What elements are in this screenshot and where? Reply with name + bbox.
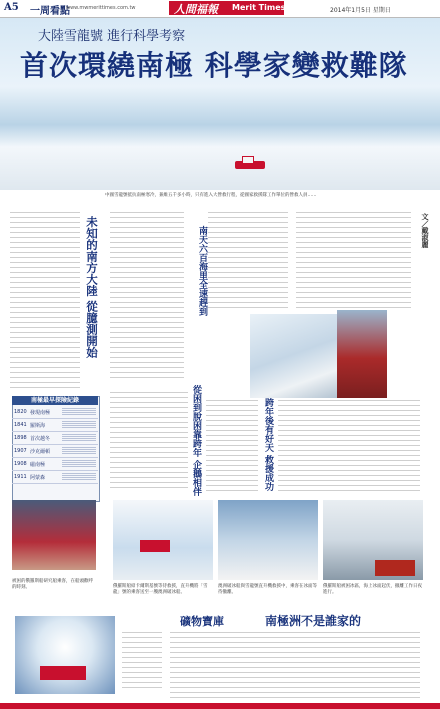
vertical-caption xyxy=(122,630,162,690)
page-number: A5 xyxy=(4,2,19,13)
table-row: 1908 磁南極 xyxy=(12,458,98,471)
brand-logo-cn: 人間福報 xyxy=(174,3,218,16)
bottom-title: 南極洲不是誰家的 xyxy=(265,614,362,628)
bottom-tag: 礦物寶庫 xyxy=(180,615,224,628)
table-row: 1898 首次越冬 xyxy=(12,432,98,445)
table-row: 1907 沙克爾頓 xyxy=(12,445,98,458)
text-column xyxy=(206,398,258,493)
ship-hull xyxy=(375,560,415,576)
subheading: 從困到脫困靠跨年 企鵝相伴 xyxy=(191,385,201,497)
byline: 文／戴淑麗 xyxy=(421,213,430,248)
icebreaker-superstructure xyxy=(242,156,254,164)
snow-vehicle xyxy=(40,666,86,680)
timeline-heading: 南極最早探險紀錄 xyxy=(12,396,98,405)
photo-caption: 被困的俄羅斯船研究船乘客，在船頭歡呼的時刻。 xyxy=(12,579,93,590)
bottom-rule xyxy=(0,703,440,709)
ship-in-ice xyxy=(140,540,170,552)
text-column xyxy=(170,630,420,698)
photo-caption: 俄羅斯船被困冰區，海上冰面起伏，撤離工作日夜進行。 xyxy=(323,584,422,595)
site-url: www.mwmerittimes.com.tw xyxy=(66,5,136,11)
brand-logo-en: Merit Times xyxy=(232,3,286,12)
text-column xyxy=(278,398,420,493)
text-column-left xyxy=(10,210,80,390)
text-column xyxy=(110,390,188,490)
kicker: 大陸雪龍號 進行科學考察 xyxy=(38,29,186,44)
passengers-photo xyxy=(12,500,96,570)
subheading: 跨年後有好天 救援成功 xyxy=(263,398,273,492)
table-row: 1911 阿蒙森 xyxy=(12,471,98,484)
snowblower-photo xyxy=(15,616,115,694)
headline: 首次環繞南極 科學家變救難隊 xyxy=(20,49,408,82)
table-row: 1841 羅斯海 xyxy=(12,419,98,432)
subheading: 南天六百海里全速趕到 xyxy=(197,226,207,316)
photo-caption: 俄羅斯船紹卡爾斯基號等待救援，直升機將「雪龍」號的乘客送至一艘澳洲破冰船。 xyxy=(113,584,208,595)
hero-caption: 中國雪龍號抵抗南極寒冷，兼維五千多小時，只有進入大營救行程，從國家救援隊工作單位的營救人員…… xyxy=(105,193,317,198)
issue-date: 2014年1月5日 星期日 xyxy=(330,7,391,14)
text-column xyxy=(208,210,288,310)
side-title: 未知的南方大陸 從臆測開始 xyxy=(85,216,99,359)
text-column xyxy=(296,210,411,310)
rescue-photo-b xyxy=(218,500,318,580)
text-column xyxy=(110,210,184,380)
ship-photo xyxy=(337,310,387,398)
section-name: 一周看點 xyxy=(30,6,70,17)
table-row: 1820 發現南極 xyxy=(12,406,98,419)
photo-caption: 澳洲破冰船與雪龍號直升機救援中，乘客在冰面等待撤離。 xyxy=(218,584,317,595)
